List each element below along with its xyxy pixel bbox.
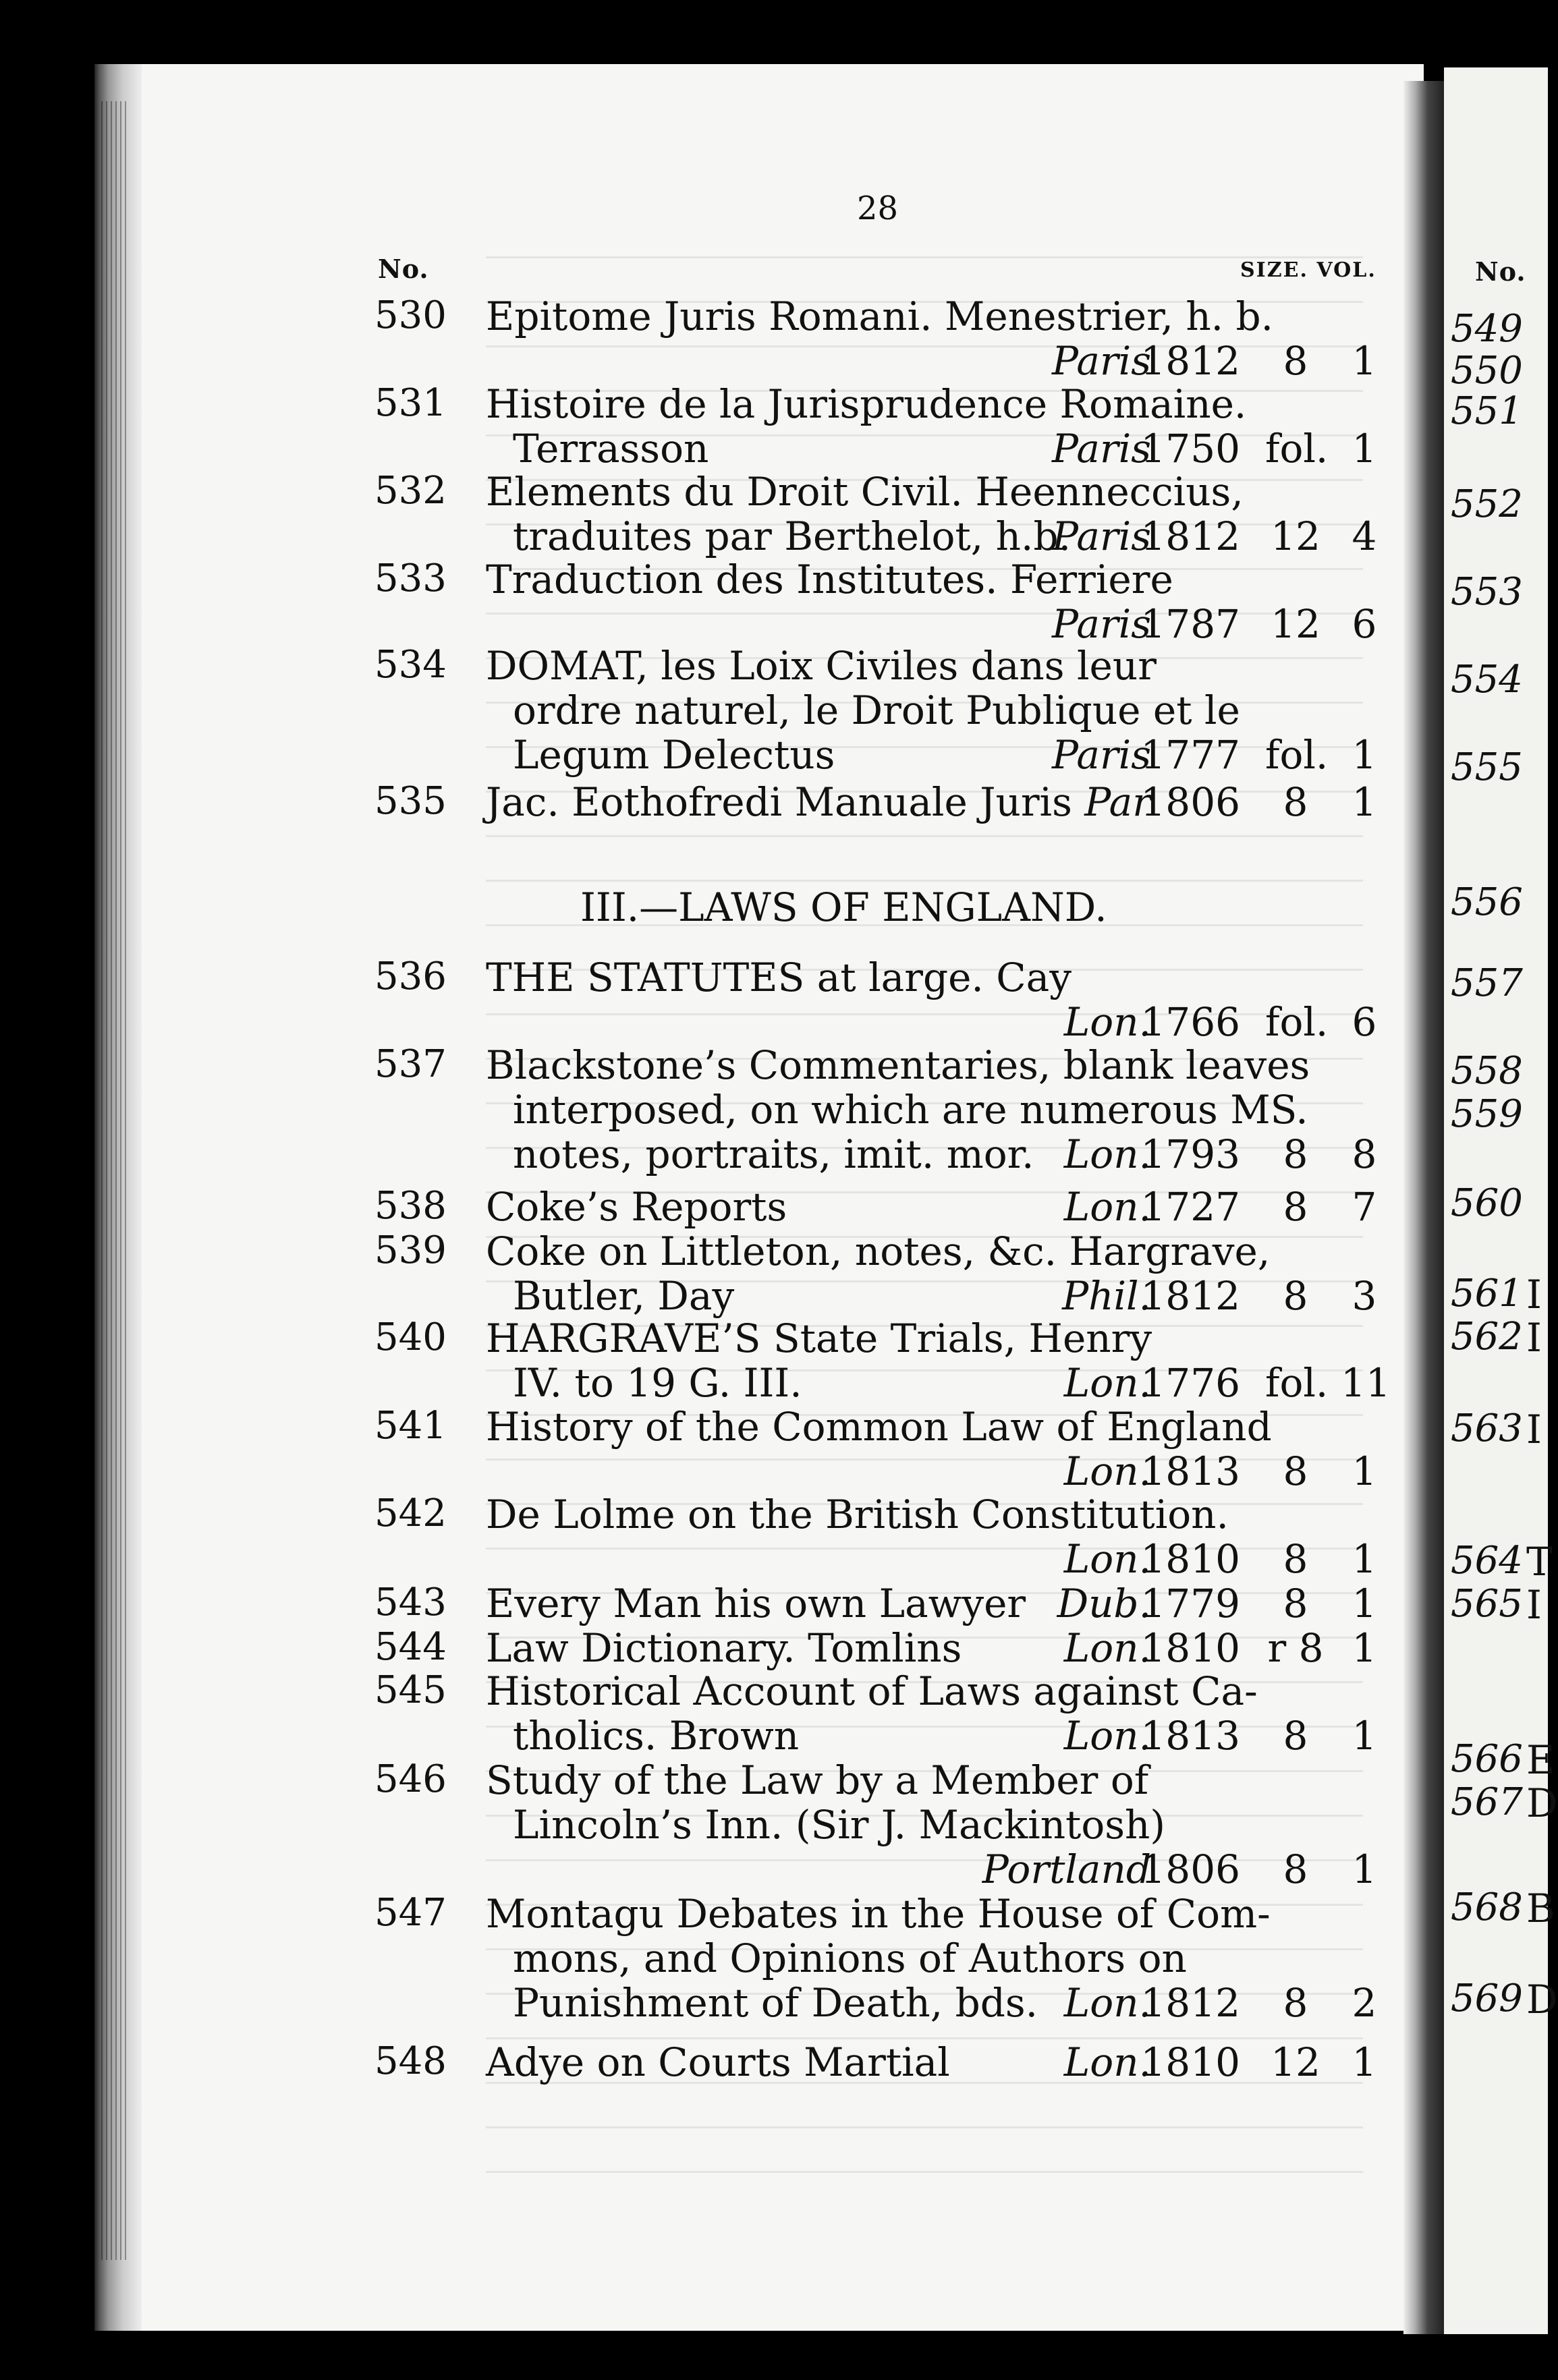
entry-volumes: 1 <box>1352 1581 1377 1626</box>
entry-year: 1766 <box>1140 999 1240 1045</box>
entry-year: 1727 <box>1140 1184 1240 1230</box>
entry-volumes: 1 <box>1352 1713 1377 1759</box>
entry-number: 535 <box>374 779 447 823</box>
right-page-entry-initial: I <box>1526 1582 1542 1628</box>
entry-title-continued: mons, and Opinions of Authors on <box>513 1935 1187 1981</box>
entry-place: Paris <box>1051 426 1151 472</box>
entry-title: Coke on Littleton, notes, &c. Hargrave, <box>486 1228 1271 1274</box>
entry-size: 8 <box>1283 1980 1308 2026</box>
entry-volumes: 7 <box>1352 1184 1377 1230</box>
entry-number: 548 <box>374 2039 447 2083</box>
entry-year: 1750 <box>1140 426 1240 472</box>
entry-place: Lon. <box>1063 2039 1151 2085</box>
entry-title: Montagu Debates in the House of Com- <box>486 1891 1271 1937</box>
entry-title: Traduction des Institutes. Ferriere <box>486 557 1173 602</box>
right-page-entry-number: 564 <box>1451 1539 1523 1583</box>
entry-place: Lon. <box>1063 1713 1151 1759</box>
entry-place: Paris <box>1051 338 1151 384</box>
right-page-entry-number: 551 <box>1451 389 1523 433</box>
entry-volumes: 1 <box>1352 338 1377 384</box>
entry-size: 8 <box>1283 1131 1308 1177</box>
entry-place: Lon. <box>1063 1536 1151 1582</box>
right-page-entry-number: 562 <box>1451 1315 1523 1359</box>
entry-year: 1812 <box>1140 338 1240 384</box>
entry-size: fol. <box>1265 999 1329 1045</box>
entry-year: 1793 <box>1140 1131 1240 1177</box>
column-header-size-vol: SIZE. VOL. <box>1240 258 1376 282</box>
entry-place: Lon. <box>1063 1360 1151 1406</box>
right-page-entry-number: 560 <box>1451 1181 1523 1225</box>
entry-title: Epitome Juris Romani. Menestrier, h. b. <box>486 293 1274 339</box>
right-page-entry-initial: B <box>1526 1886 1555 1931</box>
right-page-entry-initial: I <box>1526 1315 1542 1361</box>
entry-title: Historical Account of Laws against Ca- <box>486 1668 1258 1714</box>
right-page-entry-number: 559 <box>1451 1092 1523 1136</box>
right-page-entry-initial: D <box>1526 1780 1558 1826</box>
entry-number: 542 <box>374 1492 447 1535</box>
entry-title: Elements du Droit Civil. Heenneccius, <box>486 469 1244 515</box>
entry-size: 8 <box>1283 1448 1308 1494</box>
entry-title-continued: IV. to 19 G. III. <box>513 1360 802 1406</box>
page-edges <box>101 101 128 2260</box>
entry-size: 8 <box>1283 1273 1308 1319</box>
entry-year: 1806 <box>1140 1846 1240 1892</box>
entry-title-continued: traduites par Berthelot, h.b. <box>513 513 1072 559</box>
entry-size: 8 <box>1283 779 1308 825</box>
entry-size: 8 <box>1283 1184 1308 1230</box>
right-page-entry-number: 550 <box>1451 349 1523 393</box>
right-page-entry-number: 553 <box>1451 570 1523 614</box>
entry-size: fol. <box>1265 1360 1329 1406</box>
right-page-entry-number: 563 <box>1451 1407 1523 1450</box>
entry-title: Histoire de la Jurisprudence Romaine. <box>486 381 1247 427</box>
entry-volumes: 6 <box>1352 999 1377 1045</box>
right-page-entry-number: 565 <box>1451 1582 1523 1626</box>
entry-title-continued: Punishment of Death, bds. <box>513 1980 1038 2026</box>
entry-title: HARGRAVE’S State Trials, Henry <box>486 1315 1152 1361</box>
right-page-entry-number: 567 <box>1451 1780 1523 1824</box>
entry-place: Dub. <box>1057 1581 1151 1626</box>
entry-place: Paris <box>1051 513 1151 559</box>
right-page-entry-number: 552 <box>1451 482 1523 526</box>
right-page-entry-number: 568 <box>1451 1886 1523 1929</box>
entry-number: 531 <box>374 381 447 425</box>
right-page-entry-number: 558 <box>1451 1049 1523 1093</box>
entry-volumes: 1 <box>1352 1846 1377 1892</box>
entry-number: 530 <box>374 293 447 337</box>
entry-volumes: 1 <box>1352 426 1377 472</box>
entry-size: 12 <box>1271 601 1320 647</box>
entry-number: 543 <box>374 1581 447 1624</box>
entry-size: fol. <box>1265 732 1329 778</box>
entry-place: Lon. <box>1063 1625 1151 1671</box>
right-page-entry-number: 561 <box>1451 1272 1523 1315</box>
entry-place: Portland <box>982 1846 1151 1892</box>
entry-number: 540 <box>374 1315 447 1359</box>
entry-volumes: 1 <box>1352 779 1377 825</box>
right-page-entry-number: 556 <box>1451 880 1523 924</box>
entry-size: 8 <box>1283 1536 1308 1582</box>
entry-volumes: 1 <box>1352 1625 1377 1671</box>
entry-size: 12 <box>1271 513 1320 559</box>
entry-size: 8 <box>1283 1581 1308 1626</box>
entry-place: Lon. <box>1063 999 1151 1045</box>
right-page-entry-number: 557 <box>1451 961 1523 1005</box>
entry-title-continued: notes, portraits, imit. mor. <box>513 1131 1034 1177</box>
entry-size: fol. <box>1265 426 1329 472</box>
entry-title-continued: tholics. Brown <box>513 1713 800 1759</box>
right-column-header-no: No. <box>1475 256 1526 287</box>
entry-title: Every Man his own Lawyer <box>486 1581 1026 1626</box>
entry-title: Jac. Eothofredi Manuale Juris <box>486 779 1072 825</box>
entry-place: Paris <box>1051 732 1151 778</box>
entry-number: 546 <box>374 1757 447 1801</box>
right-page-entry-initial: I <box>1526 1407 1542 1452</box>
entry-title: Blackstone’s Commentaries, blank leaves <box>486 1042 1310 1088</box>
entry-title-continued: Lincoln’s Inn. (Sir J. Mackintosh) <box>513 1802 1166 1848</box>
entry-volumes: 1 <box>1352 1448 1377 1494</box>
entry-volumes: 1 <box>1352 732 1377 778</box>
entry-title-continued: interposed, on which are numerous MS. <box>513 1087 1308 1133</box>
entry-year: 1813 <box>1140 1448 1240 1494</box>
entry-number: 532 <box>374 469 447 513</box>
entry-title: DOMAT, les Loix Civiles dans leur <box>486 643 1157 689</box>
entry-place: Lon. <box>1063 1131 1151 1177</box>
entry-volumes: 11 <box>1341 1360 1391 1406</box>
entry-title: THE STATUTES at large. Cay <box>486 955 1072 1000</box>
entry-year: 1810 <box>1140 1625 1240 1671</box>
entry-number: 545 <box>374 1668 447 1712</box>
entry-volumes: 4 <box>1352 513 1377 559</box>
entry-size: 8 <box>1283 338 1308 384</box>
entry-year: 1813 <box>1140 1713 1240 1759</box>
page-number: 28 <box>857 190 899 227</box>
entry-volumes: 1 <box>1352 2039 1377 2085</box>
entry-size: 8 <box>1283 1846 1308 1892</box>
entry-title: De Lolme on the British Constitution. <box>486 1492 1229 1537</box>
right-page-entry-number: 555 <box>1451 745 1523 789</box>
entry-place: Phil. <box>1062 1273 1151 1319</box>
entry-year: 1810 <box>1140 2039 1240 2085</box>
entry-volumes: 8 <box>1352 1131 1377 1177</box>
entry-number: 534 <box>374 643 447 687</box>
entry-place: Par <box>1084 779 1151 825</box>
entry-title: Adye on Courts Martial <box>486 2039 950 2085</box>
right-page-entry-initial: E <box>1526 1737 1555 1783</box>
binding-gutter <box>1403 81 1444 2334</box>
entry-title-continued: Terrasson <box>513 426 709 472</box>
entry-volumes: 3 <box>1352 1273 1377 1319</box>
right-page-entry-initial: I <box>1526 1272 1542 1318</box>
entry-place: Lon. <box>1063 1184 1151 1230</box>
entry-size: 12 <box>1271 2039 1320 2085</box>
entry-title: History of the Common Law of England <box>486 1404 1272 1450</box>
entry-title: Study of the Law by a Member of <box>486 1757 1149 1803</box>
entry-volumes: 2 <box>1352 1980 1377 2026</box>
entry-number: 536 <box>374 955 447 998</box>
entry-volumes: 6 <box>1352 601 1377 647</box>
entry-year: 1806 <box>1140 779 1240 825</box>
right-page-entry-number: 569 <box>1451 1977 1523 2020</box>
entry-size: 8 <box>1283 1713 1308 1759</box>
entry-title-continued: ordre naturel, le Droit Publique et le <box>513 687 1240 733</box>
entry-number: 537 <box>374 1042 447 1086</box>
right-page-entry-initial: D <box>1526 1977 1558 2022</box>
entry-year: 1810 <box>1140 1536 1240 1582</box>
right-page-entry-number: 549 <box>1451 307 1523 351</box>
entry-volumes: 1 <box>1352 1536 1377 1582</box>
entry-number: 547 <box>374 1891 447 1935</box>
column-header-no: No. <box>378 254 429 284</box>
entry-size: r 8 <box>1267 1625 1324 1671</box>
right-page-entry-number: 566 <box>1451 1737 1523 1781</box>
entry-title-continued: Butler, Day <box>513 1273 735 1319</box>
entry-place: Paris <box>1051 601 1151 647</box>
entry-title-continued: Legum Delectus <box>513 732 835 778</box>
section-heading: III.—LAWS OF ENGLAND. <box>580 884 1107 930</box>
entry-year: 1812 <box>1140 513 1240 559</box>
right-page-entry-number: 554 <box>1451 658 1523 702</box>
entry-title: Coke’s Reports <box>486 1184 787 1230</box>
entry-title: Law Dictionary. Tomlins <box>486 1625 962 1671</box>
entry-number: 539 <box>374 1228 447 1272</box>
entry-year: 1812 <box>1140 1980 1240 2026</box>
entry-year: 1787 <box>1140 601 1240 647</box>
entry-number: 541 <box>374 1404 447 1448</box>
entry-number: 533 <box>374 557 447 600</box>
entry-year: 1777 <box>1140 732 1240 778</box>
entry-number: 544 <box>374 1625 447 1669</box>
entry-year: 1779 <box>1140 1581 1240 1626</box>
entry-number: 538 <box>374 1184 447 1228</box>
entry-year: 1812 <box>1140 1273 1240 1319</box>
entry-year: 1776 <box>1140 1360 1240 1406</box>
right-page-entry-initial: T <box>1526 1539 1553 1585</box>
entry-place: Lon. <box>1063 1448 1151 1494</box>
entry-place: Lon. <box>1063 1980 1151 2026</box>
